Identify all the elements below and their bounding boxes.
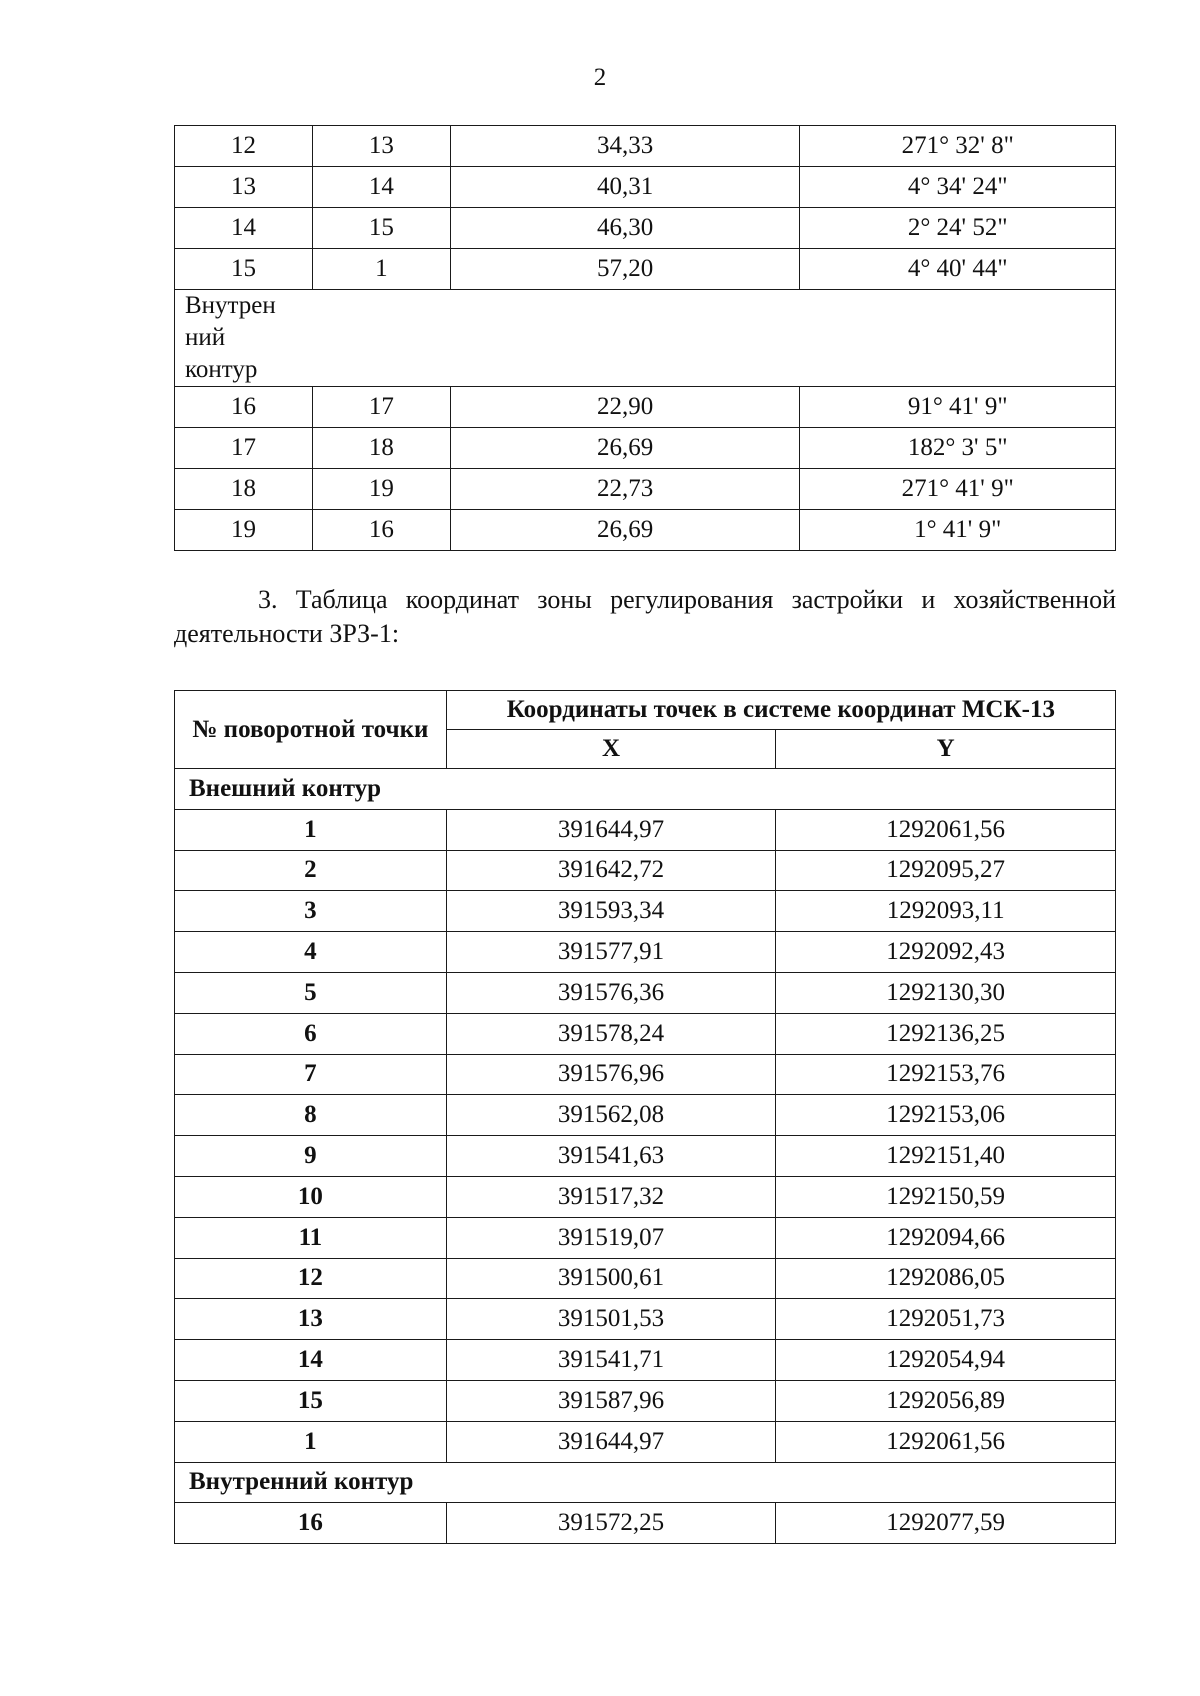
table-cell: 1 bbox=[312, 249, 450, 290]
table-row bbox=[175, 972, 1116, 1013]
table-cell: 19 bbox=[175, 510, 313, 551]
table-cell: 1292086,05 bbox=[776, 1258, 1116, 1299]
table-cell: 13 bbox=[175, 1299, 447, 1340]
table-cell: 391577,91 bbox=[446, 932, 776, 973]
outer-contour-row bbox=[175, 769, 1116, 810]
table-cell: 15 bbox=[175, 1380, 447, 1421]
table-cell: 1292054,94 bbox=[776, 1340, 1116, 1381]
table-cell: 1292094,66 bbox=[776, 1217, 1116, 1258]
segments-table bbox=[174, 125, 1116, 551]
table-cell: 1 bbox=[175, 1421, 447, 1462]
inner-contour-label: Внутренний контур bbox=[175, 1462, 1116, 1503]
table-row bbox=[175, 809, 1116, 850]
table-cell: 19 bbox=[312, 469, 450, 510]
table-row bbox=[175, 1136, 1116, 1177]
coordinates-inner-body bbox=[175, 1462, 1116, 1544]
table-cell: 391501,53 bbox=[446, 1299, 776, 1340]
table-row bbox=[175, 1176, 1116, 1217]
table-cell: 13 bbox=[312, 126, 450, 167]
table-cell: 4 bbox=[175, 932, 447, 973]
table-cell: 14 bbox=[175, 1340, 447, 1381]
table-cell: 391517,32 bbox=[446, 1176, 776, 1217]
table-cell: 4° 34' 24" bbox=[800, 167, 1116, 208]
table-row bbox=[175, 167, 1116, 208]
table-cell: 26,69 bbox=[450, 428, 800, 469]
table-row bbox=[175, 1421, 1116, 1462]
table-row bbox=[175, 1340, 1116, 1381]
table-row bbox=[175, 1095, 1116, 1136]
table-cell: 12 bbox=[175, 126, 313, 167]
table-row bbox=[175, 1380, 1116, 1421]
table-cell: 10 bbox=[175, 1176, 447, 1217]
table-cell: 1292051,73 bbox=[776, 1299, 1116, 1340]
table-cell: 1292061,56 bbox=[776, 809, 1116, 850]
header-point-number: № поворотной точки bbox=[175, 691, 447, 769]
table-cell: 182° 3' 5" bbox=[800, 428, 1116, 469]
table-cell: 11 bbox=[175, 1217, 447, 1258]
table-cell: 2 bbox=[175, 850, 447, 891]
table-cell: 391587,96 bbox=[446, 1380, 776, 1421]
table-cell: 271° 32' 8" bbox=[800, 126, 1116, 167]
table-cell: 17 bbox=[175, 428, 313, 469]
table-cell: 6 bbox=[175, 1013, 447, 1054]
table-cell: 1292056,89 bbox=[776, 1380, 1116, 1421]
table-row bbox=[175, 387, 1116, 428]
table-cell: 17 bbox=[312, 387, 450, 428]
table-cell: 5 bbox=[175, 972, 447, 1013]
table-cell: 16 bbox=[312, 510, 450, 551]
table-cell: 1292150,59 bbox=[776, 1176, 1116, 1217]
table-cell: 3 bbox=[175, 891, 447, 932]
table-cell: 13 bbox=[175, 167, 313, 208]
table-cell: 1° 41' 9" bbox=[800, 510, 1116, 551]
table-cell: 391644,97 bbox=[446, 809, 776, 850]
table-cell: 391519,07 bbox=[446, 1217, 776, 1258]
coordinates-body bbox=[175, 769, 1116, 1463]
table-row bbox=[175, 290, 1116, 387]
table-cell: 1292092,43 bbox=[776, 932, 1116, 973]
table-row bbox=[175, 1054, 1116, 1095]
outer-contour-label: Внешний контур bbox=[175, 769, 1116, 810]
table-cell: 57,20 bbox=[450, 249, 800, 290]
table-cell: 391642,72 bbox=[446, 850, 776, 891]
table-row bbox=[175, 126, 1116, 167]
table-cell: 391572,25 bbox=[446, 1503, 776, 1544]
table-row bbox=[175, 850, 1116, 891]
table-cell: 391576,36 bbox=[446, 972, 776, 1013]
table-row bbox=[175, 428, 1116, 469]
table-cell: 4° 40' 44" bbox=[800, 249, 1116, 290]
table-cell: 1292153,06 bbox=[776, 1095, 1116, 1136]
table-cell: 22,73 bbox=[450, 469, 800, 510]
table-cell: 1292077,59 bbox=[776, 1503, 1116, 1544]
table-row bbox=[175, 891, 1116, 932]
table-row bbox=[175, 510, 1116, 551]
table-cell: 91° 41' 9" bbox=[800, 387, 1116, 428]
table-cell: 12 bbox=[175, 1258, 447, 1299]
header-y: Y bbox=[776, 730, 1116, 769]
table-cell: 391500,61 bbox=[446, 1258, 776, 1299]
table-cell: 9 bbox=[175, 1136, 447, 1177]
table-row bbox=[175, 1013, 1116, 1054]
table-row bbox=[175, 1503, 1116, 1544]
table-cell: 1 bbox=[175, 809, 447, 850]
table-row bbox=[175, 469, 1116, 510]
table-cell: 391541,71 bbox=[446, 1340, 776, 1381]
table-cell: 391644,97 bbox=[446, 1421, 776, 1462]
table-cell: 1292153,76 bbox=[776, 1054, 1116, 1095]
table-cell: 18 bbox=[175, 469, 313, 510]
table-cell: 1292151,40 bbox=[776, 1136, 1116, 1177]
table-cell: 391593,34 bbox=[446, 891, 776, 932]
table-cell: 1292136,25 bbox=[776, 1013, 1116, 1054]
header-coordinates: Координаты точек в системе координат МСК-13 bbox=[446, 691, 1115, 730]
table-cell: 14 bbox=[312, 167, 450, 208]
table-header-row bbox=[175, 691, 1116, 730]
table-row bbox=[175, 932, 1116, 973]
table-cell: 15 bbox=[175, 249, 313, 290]
table-cell: 391576,96 bbox=[446, 1054, 776, 1095]
coordinates-table bbox=[174, 690, 1116, 1544]
table-cell: 7 bbox=[175, 1054, 447, 1095]
table-cell: 391562,08 bbox=[446, 1095, 776, 1136]
table-cell: 1292130,30 bbox=[776, 972, 1116, 1013]
table-row bbox=[175, 1299, 1116, 1340]
table-cell: 271° 41' 9" bbox=[800, 469, 1116, 510]
table-cell: 18 bbox=[312, 428, 450, 469]
table-cell: 391541,63 bbox=[446, 1136, 776, 1177]
table-cell: 1292061,56 bbox=[776, 1421, 1116, 1462]
segments-outer-body bbox=[175, 126, 1116, 290]
table-row bbox=[175, 208, 1116, 249]
table-cell: 1292093,11 bbox=[776, 891, 1116, 932]
table-cell: 26,69 bbox=[450, 510, 800, 551]
table-row bbox=[175, 1258, 1116, 1299]
inner-contour-label: Внутрен ний контур bbox=[175, 290, 313, 387]
header-x: X bbox=[446, 730, 776, 769]
table-cell: 46,30 bbox=[450, 208, 800, 249]
table-cell: 15 bbox=[312, 208, 450, 249]
table-row bbox=[175, 1217, 1116, 1258]
table-cell: 22,90 bbox=[450, 387, 800, 428]
table-cell: 391578,24 bbox=[446, 1013, 776, 1054]
table-caption: 3. Таблица координат зоны регулирования застройки и хозяйственной деятельности ЗРЗ-1: bbox=[174, 585, 1116, 648]
table-cell: 16 bbox=[175, 1503, 447, 1544]
table-row bbox=[175, 249, 1116, 290]
table-cell: 34,33 bbox=[450, 126, 800, 167]
table-cell: 14 bbox=[175, 208, 313, 249]
segments-inner-contour-header bbox=[175, 290, 1116, 387]
table-cell: 16 bbox=[175, 387, 313, 428]
table-cell: 1292095,27 bbox=[776, 850, 1116, 891]
inner-contour-row bbox=[175, 1462, 1116, 1503]
segments-inner-body bbox=[175, 387, 1116, 551]
page-number: 2 bbox=[593, 64, 607, 91]
table-cell: 2° 24' 52" bbox=[800, 208, 1116, 249]
table-cell: 8 bbox=[175, 1095, 447, 1136]
table-cell: 40,31 bbox=[450, 167, 800, 208]
